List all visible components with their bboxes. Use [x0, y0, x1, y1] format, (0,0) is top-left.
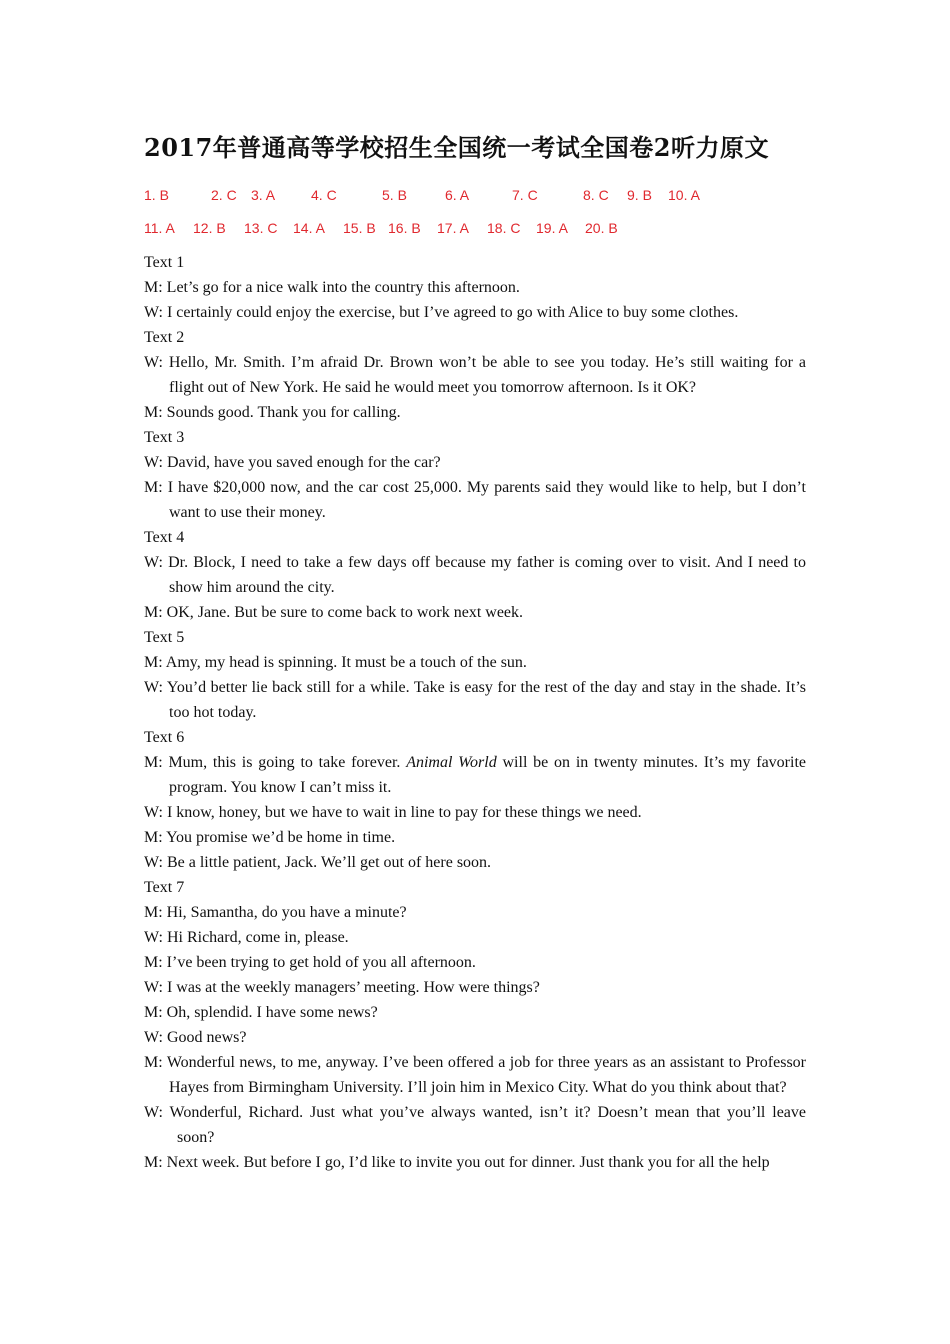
dialogue-line: M: Sounds good. Thank you for calling.: [144, 404, 401, 421]
dialogue-line: M: I’ve been trying to get hold of you all afternoon.: [144, 954, 476, 971]
dialogue-line: W: I know, honey, but we have to wait in line to pay for these things we need.: [144, 804, 642, 821]
answer-item: 14. A: [293, 220, 325, 236]
page-title: 2017年普通高等学校招生全国统一考试全国卷2听力原文: [144, 133, 769, 162]
dialogue-line: M: You promise we’d be home in time.: [144, 829, 396, 846]
answer-item: 13. C: [244, 220, 278, 236]
text-heading: Text 4: [144, 529, 185, 546]
dialogue-line: M: Amy, my head is spinning. It must be a touch of the sun.: [144, 654, 527, 671]
dialogue-line: M: Wonderful news, to me, anyway. I’ve been offered a job for three years as an assistant to Professor Hayes from Birmingham University. I’ll join him in Mexico City. What do you think about that?: [144, 1054, 806, 1096]
answer-item: 11. A: [144, 220, 175, 236]
answer-item: 9. B: [627, 187, 652, 203]
answer-item: 7. C: [512, 187, 538, 203]
answer-item: 3. A: [251, 187, 276, 203]
text-heading: Text 1: [144, 254, 185, 271]
dialogue-line: M: OK, Jane. But be sure to come back to work next week.: [144, 604, 524, 621]
dialogue-line: W: I was at the weekly managers’ meeting. How were things?: [144, 979, 540, 996]
dialogue-line: W: You’d better lie back still for a while. Take is easy for the rest of the day and stay in the shade. It’s too hot today.: [144, 679, 806, 721]
program-title: Animal World: [406, 754, 497, 771]
dialogue-line: M: Oh, splendid. I have some news?: [144, 1004, 378, 1021]
answer-item: 19. A: [536, 220, 568, 236]
dialogue-line: W: David, have you saved enough for the car?: [144, 454, 441, 471]
answer-item: 2. C: [211, 187, 237, 203]
dialogue-line: M: Next week. But before I go, I’d like to invite you out for dinner. Just thank you for all the help: [144, 1154, 770, 1171]
answer-item: 15. B: [343, 220, 376, 236]
text-heading: Text 7: [144, 879, 185, 896]
text-heading: Text 2: [144, 329, 185, 346]
dialogue-text: will be on in twenty minutes. It’s my favorite program. You know I can’t miss it.: [169, 754, 806, 796]
answer-item: 18. C: [487, 220, 521, 236]
text-heading: Text 5: [144, 629, 185, 646]
answer-item: 8. C: [583, 187, 609, 203]
answer-item: 16. B: [388, 220, 421, 236]
dialogue-line: W: Hello, Mr. Smith. I’m afraid Dr. Brown won’t be able to see you today. He’s still waiting for a flight out of New York. He said he would meet you tomorrow afternoon. Is it OK?: [144, 354, 806, 396]
dialogue-line: W: Wonderful, Richard. Just what you’ve always wanted, isn’t it? Doesn’t mean that you’ll leave soon?: [144, 1104, 806, 1146]
dialogue-line: M: Hi, Samantha, do you have a minute?: [144, 904, 407, 921]
dialogue-line: M: I have $20,000 now, and the car cost 25,000. My parents said they would like to help, but I don’t want to use their money.: [144, 479, 806, 521]
answer-item: 12. B: [193, 220, 226, 236]
answer-item: 6. A: [445, 187, 470, 203]
dialogue-line: M: Let’s go for a nice walk into the country this afternoon.: [144, 279, 520, 296]
answer-item: 10. A: [668, 187, 700, 203]
dialogue-text: M: Mum, this is going to take forever.: [144, 754, 407, 771]
text-heading: Text 3: [144, 429, 185, 446]
dialogue-line: W: Be a little patient, Jack. We’ll get out of here soon.: [144, 854, 492, 871]
document-page: [144, 128, 806, 1175]
dialogue-line: W: Good news?: [144, 1029, 247, 1046]
answer-item: 20. B: [585, 220, 618, 236]
answer-item: 4. C: [311, 187, 337, 203]
text-heading: Text 6: [144, 729, 185, 746]
answer-key-row-1: [144, 185, 806, 205]
answer-item: 17. A: [437, 220, 469, 236]
transcript: [144, 250, 806, 1175]
answer-item: 1. B: [144, 187, 169, 203]
answer-key-row-2: [144, 218, 806, 238]
dialogue-line: W: Hi Richard, come in, please.: [144, 929, 349, 946]
dialogue-line: [144, 750, 806, 800]
dialogue-line: W: I certainly could enjoy the exercise, but I’ve agreed to go with Alice to buy some clothes.: [144, 304, 739, 321]
dialogue-line: W: Dr. Block, I need to take a few days off because my father is coming over to visit. And I need to show him around the city.: [144, 554, 806, 596]
answer-item: 5. B: [382, 187, 407, 203]
